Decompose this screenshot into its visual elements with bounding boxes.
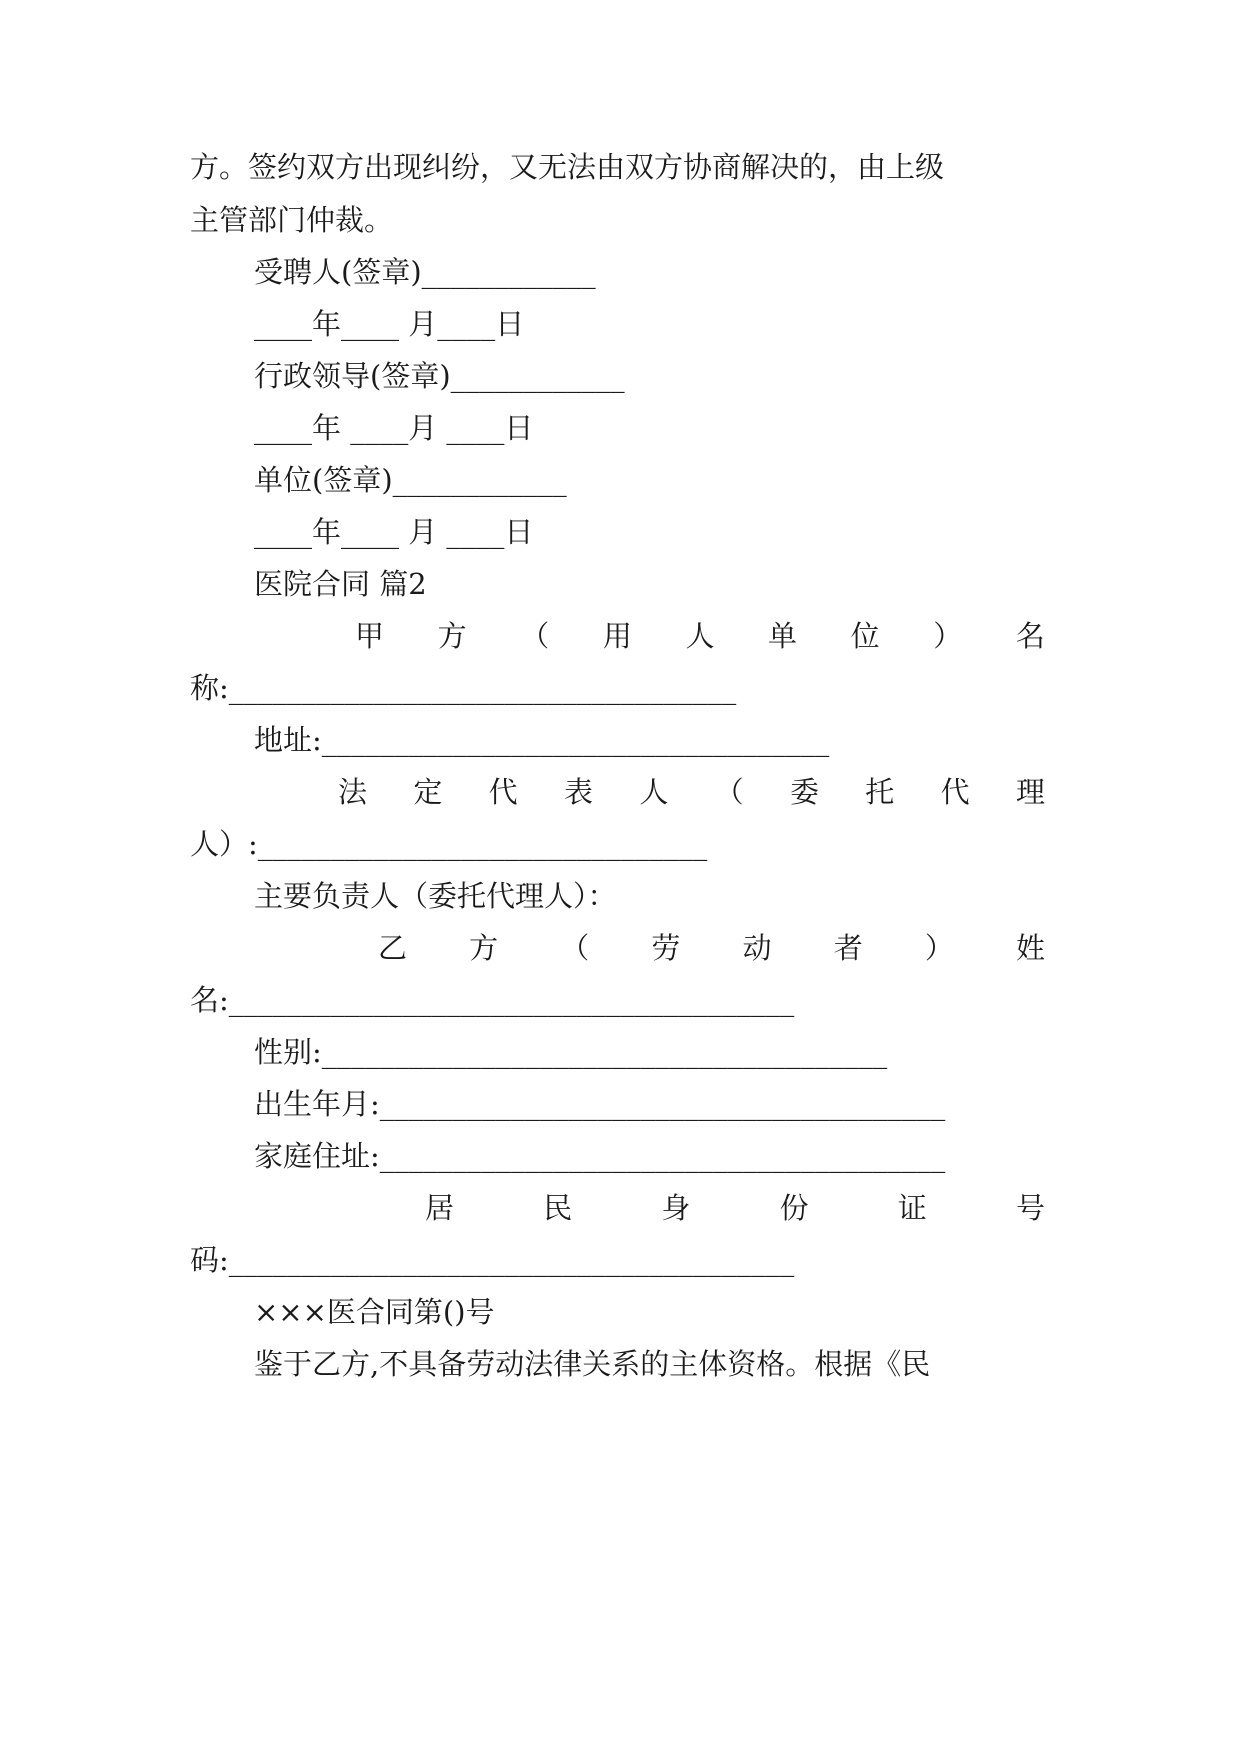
field-line-name: 名:_______________________________________ [190,983,795,1017]
char: 位 [850,619,880,653]
char: 民 [543,1191,573,1225]
field-line-name: 称:___________________________________ [190,671,737,705]
field-line-birth: 出生年月:_______________________________________ [254,1087,946,1121]
date-line: ____年 ____月 ____日 [254,411,534,445]
field-line-address: 地址:___________________________________ [254,723,830,757]
section-heading: 医院合同 篇2 [254,567,427,601]
char: 单 [768,619,798,653]
date-line: ____年____ 月____日 [254,307,525,341]
text-line: 主管部门仲裁。 [190,203,394,237]
char: （ [520,619,550,653]
text-line: 方。签约双方出现纠纷，又无法由双方协商解决的，由上级 [190,150,945,184]
text-line: 主要负责人（委托代理人）： [254,879,617,913]
char: 方 [437,619,467,653]
char: 证 [897,1191,927,1225]
justified-line-party-a [190,616,1045,656]
char: 委 [789,775,819,809]
char: 号 [1015,1191,1045,1225]
justified-line-id [190,1188,1045,1228]
char: ） [933,619,963,653]
field-line-gender: 性别:_______________________________________ [254,1035,888,1069]
signature-line-unit: 单位(签章)____________ [254,463,567,497]
char: 人 [639,775,669,809]
char: 方 [469,931,499,965]
char: 人 [685,619,715,653]
signature-line-admin: 行政领导(签章)____________ [254,359,625,393]
char: 名 [1015,619,1045,653]
char: 身 [661,1191,691,1225]
char: 姓 [1015,931,1045,965]
char: （ [560,931,590,965]
char: 表 [563,775,593,809]
char: 份 [779,1191,809,1225]
field-line-home-address: 家庭住址:_______________________________________ [254,1139,946,1173]
date-line: ____年____ 月 ____日 [254,515,534,549]
char: 动 [742,931,772,965]
char: 劳 [651,931,681,965]
text-line: 鉴于乙方,不具备劳动法律关系的主体资格。根据《民 [254,1347,931,1381]
char: 托 [865,775,895,809]
field-line-legal-rep: 人）:_______________________________ [190,827,708,861]
char: 者 [833,931,863,965]
char: 代 [940,775,970,809]
char: 乙 [378,931,408,965]
justified-line-party-b [190,928,1045,968]
char: 代 [488,775,518,809]
justified-line-legal-rep [190,772,1045,812]
contract-number: ×××医合同第()号 [254,1295,495,1329]
signature-line-employee: 受聘人(签章)____________ [254,255,596,289]
char: 法 [338,775,368,809]
char: 用 [602,619,632,653]
char: 定 [413,775,443,809]
field-line-id-number: 码:_______________________________________ [190,1243,795,1277]
char: ） [924,931,954,965]
char: （ [714,775,744,809]
char: 居 [425,1191,455,1225]
char: 理 [1015,775,1045,809]
char: 甲 [355,619,385,653]
